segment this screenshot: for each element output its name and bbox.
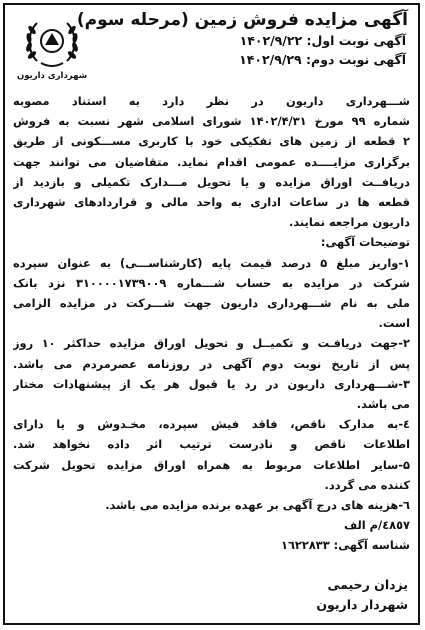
signer-title: شهردار داریون bbox=[316, 597, 408, 612]
notes-heading: توضیحات آگهی: bbox=[320, 235, 410, 250]
ad-body bbox=[13, 91, 410, 556]
ad-title: آگهی مزایده فروش زمین (مرحله سوم) bbox=[76, 10, 408, 30]
note-line: ۳-شـــهرداری داریون در رد یا قبول هر یک از پیشنهادات مختار bbox=[13, 376, 410, 391]
intro-line: دریافــت اوراق مزایده و یا تحویل مـــدارک تکمیلی و بازدید از bbox=[13, 174, 410, 189]
logo-caption: شهرداری داریون bbox=[16, 71, 88, 81]
intro-line: قطعه ها در ساعات اداری به واحد مالی و قراردادهای شهرداری bbox=[13, 195, 410, 210]
note-line: کننده می گردد. bbox=[324, 477, 410, 492]
note-line: ۱-واریز مبلغ ۵ درصد قیمت پایه (کارشناســـی) به عنوان سپرده bbox=[13, 255, 410, 270]
note-line: ملی به نام شـــهرداری داریون جهت شـــرکت در مزایده الزامی bbox=[13, 296, 410, 311]
intro-line: شـــهرداری داریون در نظر دارد به استناد مصوبه bbox=[13, 94, 410, 108]
intro-line: داریون مراجعه نمایند. bbox=[289, 215, 410, 230]
note-line: پس از تاریخ نوبت دوم آگهی در روزنامه عصرمردم می باشد. bbox=[13, 356, 410, 371]
intro-line: ۲ قطعه از زمین های تفکیکی خود با کاربری مســـکونی از طریق bbox=[13, 134, 410, 149]
note-line: ۲-جهت دریافـت و تکمیــل و تحویل اوراق مزایده حداکثر ۱۰ روز bbox=[13, 336, 410, 351]
ad-id: شناسه آگهی: ۱٦۲۲۸۳۳ bbox=[281, 538, 410, 553]
note-line: اطلاعات ناقص و نادرست ترتیب اثر داده نخواهد شد. bbox=[13, 437, 410, 452]
municipality-emblem-icon bbox=[21, 11, 83, 73]
note-line: شرکت در مزایده به حساب شـــماره ۳۱۰۰۰۰۱۷۳۹۰۰۹ نزد بانک bbox=[13, 275, 410, 290]
intro-line: شماره ۹۹ مورخ ۱۴۰۲/۴/۳۱ شورای اسلامی شهر نسبت به فروش bbox=[13, 114, 410, 129]
note-line: ٤-به مدارک ناقص، فاقد فیش سپرده، مخـدوش و یا دارای bbox=[13, 417, 410, 432]
note-line: ۵-سایر اطلاعات مربوط به همراه اوراق مزایده تحویل شرکت bbox=[13, 457, 410, 472]
ad-frame bbox=[3, 3, 420, 625]
second-notice-date: آگهی نوبت دوم: ۱۴۰۲/۹/۲۹ bbox=[239, 52, 406, 67]
note-line: می باشد. bbox=[356, 397, 410, 412]
note-line: است. bbox=[378, 316, 410, 331]
note-line: ٦-هزینه های درج آگهی بر عهده برنده مزایده می باشد. bbox=[105, 498, 410, 513]
title-block bbox=[76, 9, 408, 69]
first-notice-date: آگهی نوبت اول: ۱۴۰۲/۹/۲۲ bbox=[239, 33, 406, 48]
reference-code: ٤٨٥۷/م الف bbox=[343, 518, 410, 533]
signature-block bbox=[316, 575, 408, 615]
intro-line: برگزاری مزایــــده عمومی اقدام نماید. متقاضیان می توانند جهت bbox=[13, 154, 410, 169]
ad-header bbox=[5, 5, 418, 91]
signer-name: یزدان رحیمی bbox=[327, 577, 408, 592]
